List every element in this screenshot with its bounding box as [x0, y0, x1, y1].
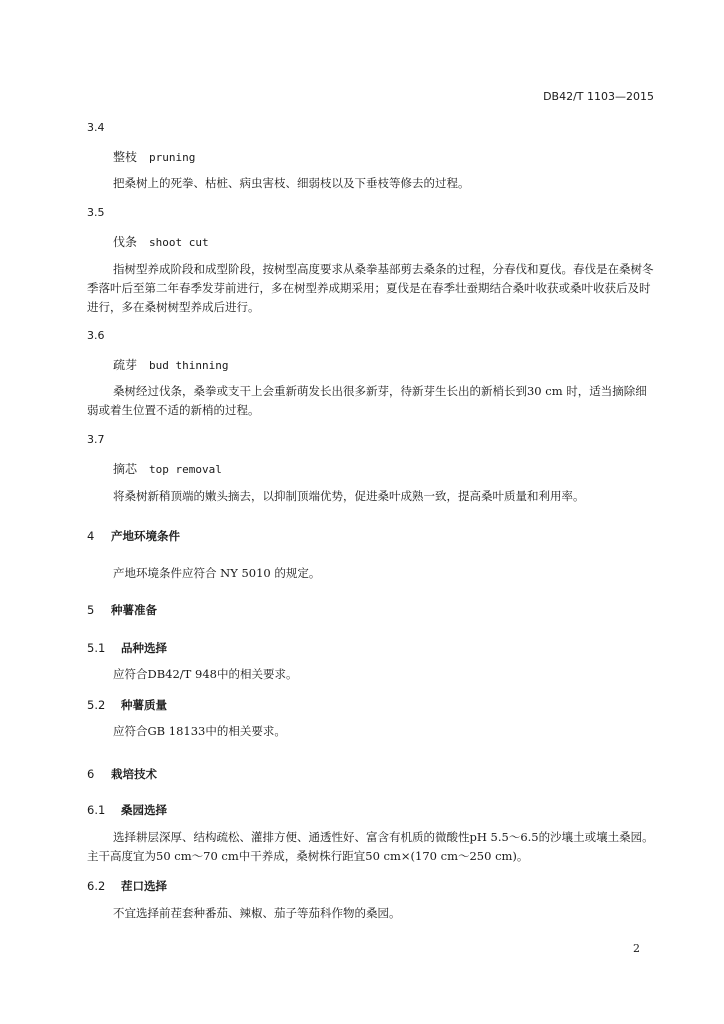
- section-5-1-heading: 5.1 品种选择: [87, 641, 167, 655]
- term-title: [113, 460, 222, 477]
- term-en: top removal: [149, 463, 222, 476]
- term-zh: 整枝: [113, 150, 138, 164]
- term-number: 3.7: [87, 433, 105, 446]
- term-title: [113, 233, 209, 250]
- section-6-1-heading: 6.1 桑园选择: [87, 803, 167, 817]
- section-5-2-text: 应符合GB 18133中的相关要求。: [113, 724, 286, 738]
- term-number: 3.5: [87, 206, 105, 219]
- section-6-heading: 6 栽培技术: [87, 767, 157, 781]
- term-definition: 把桑树上的死拳、枯桩、病虫害枝、细弱枝以及下垂枝等修去的过程。: [113, 176, 470, 190]
- section-6-2-heading: 6.2 茬口选择: [87, 879, 167, 893]
- term-zh: 摘芯: [113, 462, 138, 476]
- term-en: bud thinning: [149, 359, 229, 372]
- section-5-heading: 5 种薯准备: [87, 603, 157, 617]
- document-code: DB42/T 1103—2015: [543, 90, 654, 103]
- term-definition: 桑树经过伐条，桑拳或支干上会重新萌发长出很多新芽，待新芽生长出的新梢长到30 cm 时，适当摘除细弱或着生位置不适的新梢的过程。: [87, 384, 647, 417]
- section-6-2-text: 不宜选择前茬套种番茄、辣椒、茄子等茄科作物的桑园。: [113, 906, 401, 920]
- term-en: shoot cut: [149, 236, 209, 249]
- term-title: [113, 148, 195, 165]
- section-5-1-text: 应符合DB42/T 948中的相关要求。: [113, 667, 298, 681]
- term-en: pruning: [149, 151, 196, 164]
- term-definition: 将桑树新稍顶端的嫩头摘去，以抑制顶端优势，促进桑叶成熟一致，提高桑叶质量和利用率。: [113, 489, 585, 503]
- term-definition: 指树型养成阶段和成型阶段，按树型高度要求从桑拳基部剪去桑条的过程，分春伐和夏伐。春伐是在桑树冬季落叶后至第二年春季发芽前进行，多在树型养成期采用；夏伐是在春季壮蚕期结合桑叶收获或桑叶收获后及时进行，多在桑树树型养成后进行。: [87, 262, 654, 314]
- term-title: [113, 356, 229, 373]
- section-4-heading: 4 产地环境条件: [87, 529, 180, 543]
- term-number: 3.6: [87, 329, 105, 342]
- section-6-1-text: 选择耕层深厚、结构疏松、灌排方便、通透性好、富含有机质的微酸性pH 5.5～6.5的沙壤土或壤土桑园。主干高度宜为50 cm～70 cm中干养成，桑树株行距宜50 cm×(170 cm～250 cm)。: [87, 830, 654, 863]
- term-number: 3.4: [87, 121, 105, 134]
- section-4-text: 产地环境条件应符合 NY 5010 的规定。: [113, 566, 321, 580]
- term-zh: 疏芽: [113, 358, 138, 372]
- section-5-2-heading: 5.2 种薯质量: [87, 698, 167, 712]
- page-number: 2: [633, 942, 640, 955]
- term-zh: 伐条: [113, 235, 138, 249]
